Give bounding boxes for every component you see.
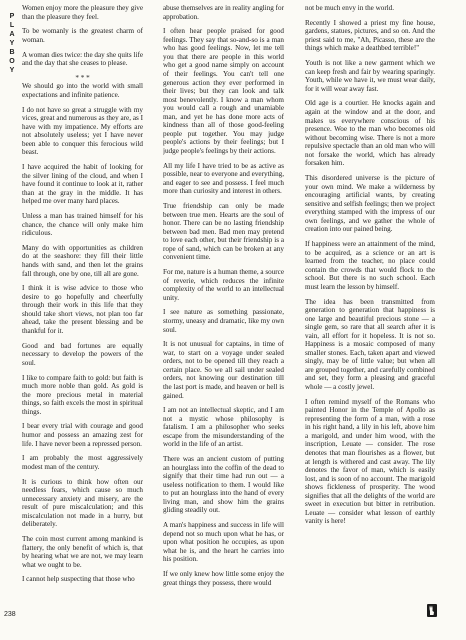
text-column-3 [305,4,435,624]
paragraph: A woman dies twice: the day she quits life and the day that she ceases to please. [22,50,143,68]
paragraph: I cannot help suspecting that those who [22,575,135,584]
paragraph: If happiness were an attainment of the mind, to be acquired, as a science or an art is learned from the teacher, no place could contain the crowds that would flock to the school. But there is no such school. Each must learn the lesson by himself. [305,240,435,291]
paragraph: I see nature as something passionate, stormy, uneasy and dramatic, like my own soul. [163,308,284,334]
paragraph: To be womanly is the greatest charm of woman. [22,27,143,44]
paragraph: not be much envy in the world. [305,4,395,12]
paragraph: abuse themselves are in reality angling for approbation. [163,4,284,21]
paragraph: I do not have so great a struggle with my vices, great and numerous as they are, as I have with my impatience. My efforts are not absolutely useless; yet I have never been able to conquer this ferocious wild beast. [22,105,143,157]
paragraph: I often hear people praised for good feelings. They say that so-and-so is a man who has good feelings. Now, let me tell you that there are people in this world who get a good name simply on account of their feelings. You can't tell one generous action they ever performed in their lives; but they can look and talk most benevolently. I know a man whom you would call a rough and unamiable man, and yet he has done more acts of kindness than all of those good-feeling people put together. You may judge people's actions by their feelings; but I judge people's feelings by their actions. [163,27,284,155]
magazine-name [4,12,20,75]
paragraph: * * * [75,73,90,82]
paragraph: Women enjoy more the pleasure they give than the pleasure they feel. [22,4,143,21]
magazine-name-letter: Y [9,40,15,47]
paragraph: A man's happiness and success in life will depend not so much upon what he has, or upon what position he occupies, as upon what he is, and the heart he carries into his position. [163,521,284,564]
paragraph: It is not unusual for captains, in time of war, to start on a voyage under sealed orders, not to be opened till they reach a certain place. So we all sail under sealed orders, not knowing our destination till the last port is made, and heaven or hell is gained. [163,340,284,400]
paragraph: I am probably the most aggressively modest man of the century. [22,454,143,471]
paragraph: I am not an intellectual skeptic, and I am not a mystic whose philosophy is fatalism. I am a philosopher who seeks escape from the misunderstanding of the world in the life of an artist. [163,406,284,449]
paragraph: I think it is wise advice to those who desire to go hopefully and cheerfully through their work in this life that they should take short views, not plan too far ahead, take the present blessing and be thankful for it. [22,284,143,335]
paragraph: I often remind myself of the Romans who painted Honor in the Temple of Apollo as representing the form of a man, with a rose in his right hand, a lily in his left, above him a marigold, and under him wood, with the inscription, Leuate — consider. The rose denotes that man flourishes as a flower, but at length is withered and cast away. The lily denotes the favor of man, which is easily lost, and is soon of no account. The marigold shows fickleness of prosperity. The wood signifies that all the delights of the world are sweet in execution but bitter in retribution. Leuate — consider what lesson of earthly vanity is here! [305,397,435,526]
magazine-name-letter: P [9,13,15,20]
paragraph: True friendship can only be made between true men. Hearts are the soul of honor. There can be no lasting friendship between bad men. Bad men may pretend to love each other, but their friendship is a rope of sand, which can be broken at any convenient time. [163,202,284,262]
paragraph: Good and bad fortunes are equally necessary to develop the powers of the soul. [22,341,143,367]
paragraph: We should go into the world with small expectations and infinite patience. [22,82,143,99]
paragraph: I have acquired the habit of looking for the silver lining of the cloud, and when I have found it continue to look at it, rather than at the gray in the middle. It has helped me over many hard places. [22,163,143,206]
magazine-name-letter: B [9,49,15,56]
magazine-name-letter: Y [9,67,15,74]
paragraph: I like to compare faith to gold: but faith is much more noble than gold. As gold is the more precious metal in material things, so faith excels the most in spiritual things. [22,373,143,416]
paragraph: Recently I showed a priest my fine house, gardens, statues, pictures, and so on. And the priest said to me, "Ah, Picasso, these are the things which make a deathbed terrible!" [305,18,435,53]
magazine-name-letter: A [9,31,15,38]
page-number: 238 [4,611,16,618]
paragraph: Youth is not like a new garment which we can keep fresh and fair by wearing sparingly. Youth, while we have it, we must wear daily, for it will wear away fast. [305,59,435,93]
paragraph: This disordered universe is the picture of your own mind. We make a wilderness by encouraging artificial wants, by creating sensitive and selfish feelings; then we project everything stamped with the impress of our own feelings, and we gather the whole of creation into our pained being. [305,174,435,234]
paragraph: There was an ancient custom of putting an hourglass into the coffin of the dead to signify that their time had run out — a useless notification to them. I would like to put an hourglass into the hand of every living man, and show him the grains gliding steadily out. [163,455,284,515]
paragraph: If we only knew how little some enjoy the great things they possess, there would [163,570,284,587]
text-column-2 [163,4,284,624]
paragraph: For me, nature is a human theme, a source of reverie, which reduces the infinite complexity of the world to an intellectual unity. [163,268,284,302]
paragraph: Old age is a courtier. He knocks again and again at the window and at the door, and makes us everywhere conscious of his presence. Woe to the man who becomes old without becoming wise. There is not a more repulsive spectacle than an old man who will not forsake the world, which has already forsaken him. [305,99,435,168]
paragraph: I bear every trial with courage and good humor and possess an amazing zest for life. I have never been a repressed person. [22,422,143,448]
paragraph: The idea has been transmitted from generation to generation that happiness is one large and beautiful precious stone — a single gem, so rare that all search after it is vain, all effort for it hopeless. It is not so. Happiness is a mosaic composed of many smaller stones. Each, taken apart and viewed singly, may be of little value; but when all are grouped together, and carefully combined and set, they form a pleasing and graceful whole — a costly jewel. [305,297,435,391]
magazine-name-letter: L [9,22,15,29]
paragraph: The coin most current among mankind is flattery, the only benefit of which is, that by hearing what we are not, we may learn what we ought to be. [22,535,143,569]
paragraph: Unless a man has trained himself for his chance, the chance will only make him ridiculous. [22,212,143,238]
paragraph: All my life I have tried to be as active as possible, near to everyone and everything, and eager to see and possess. I feel much more than curiosity and interest in others. [163,161,284,196]
magazine-name-letter: O [9,58,15,65]
rabbit-logo-icon [427,604,437,617]
paragraph: It is curious to think how often our needless fears, which cause so much unnecessary anxiety and misery, are the result of pure miscalculation; and this miscalculation not made in a hurry, but deliberately. [22,477,143,529]
paragraph: Many do with opportunities as children do at the seashore: they fill their little hands with sand, and then let the grains fall through, one by one, till all are gone. [22,243,143,278]
text-column-1 [22,4,143,624]
